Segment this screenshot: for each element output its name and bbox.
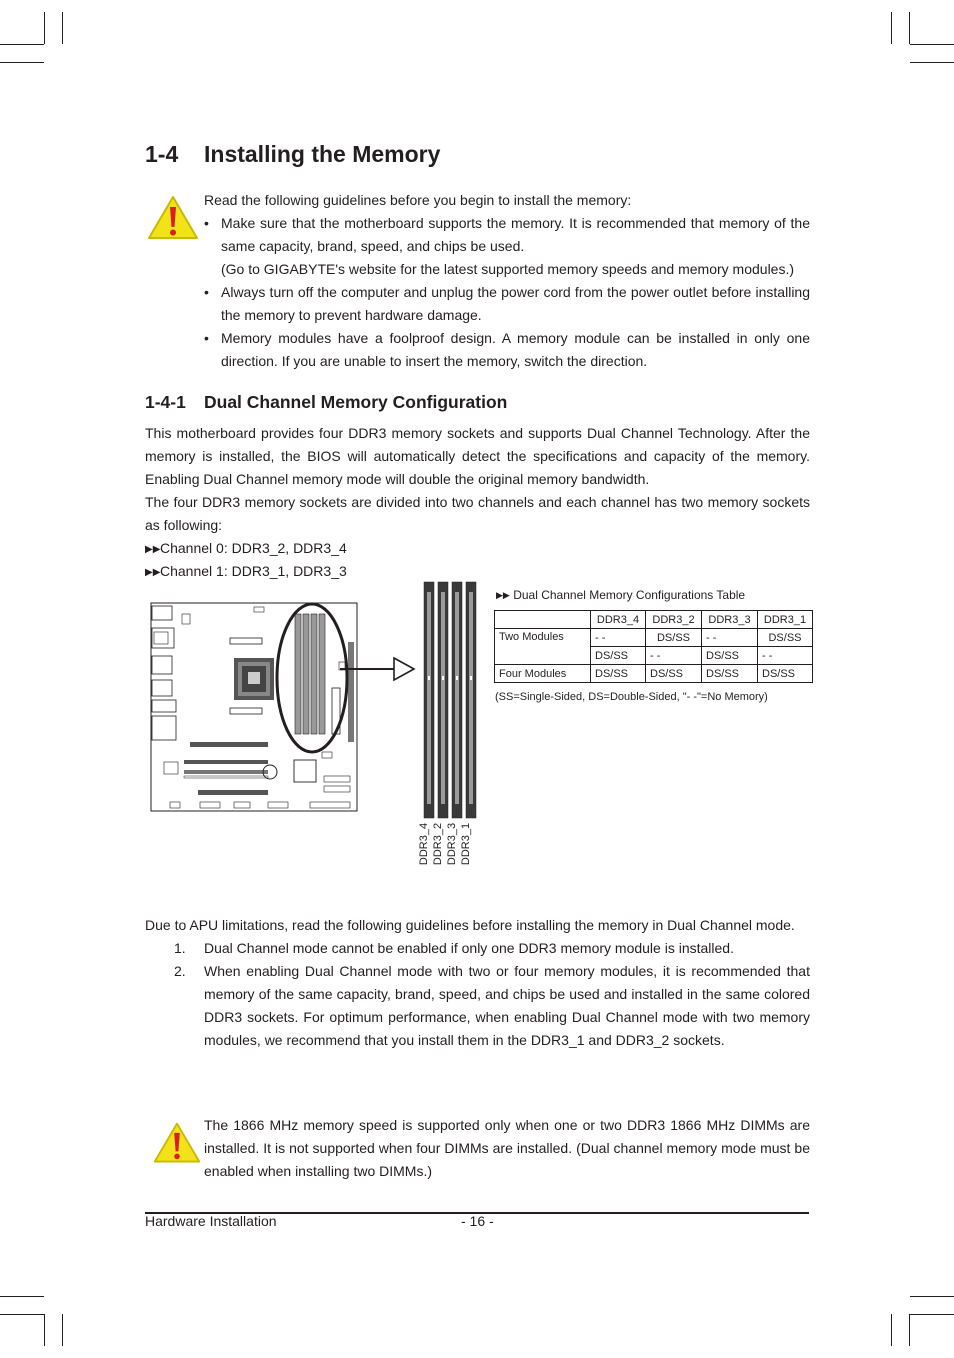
table-cell: DS/SS xyxy=(646,629,702,647)
table-cell xyxy=(495,611,591,629)
table-cell: - - xyxy=(702,629,758,647)
subsection-title-text: Dual Channel Memory Configuration xyxy=(204,392,508,412)
bullet-icon: • xyxy=(204,284,209,300)
list-item xyxy=(145,960,810,1052)
list-item xyxy=(204,327,810,373)
section-number: 1-4 xyxy=(145,141,179,167)
channel-1-text: Channel 1: DDR3_1, DDR3_3 xyxy=(160,563,347,579)
bullet-text: Make sure that the motherboard supports the memory. It is recommended that memory of the same capacity, brand, speed, and chips be used. xyxy=(221,215,810,254)
page-number: - 16 - xyxy=(461,1213,494,1229)
bullet-text: Always turn off the computer and unplug the power cord from the power outlet before installing the memory to prevent hardware damage. xyxy=(221,284,810,323)
warning-bullet-list xyxy=(204,212,810,373)
table-header-cell: DDR3_2 xyxy=(646,611,702,629)
table-title xyxy=(496,588,745,602)
table-row xyxy=(495,665,813,683)
section-title xyxy=(145,141,440,168)
warning-triangle-icon xyxy=(146,194,200,242)
section-title-text: Installing the Memory xyxy=(204,141,441,167)
table-cell: - - xyxy=(758,647,813,665)
table-note: (SS=Single-Sided, DS=Double-Sided, "- -"=No Memory) xyxy=(495,691,768,703)
footer-section-name: Hardware Installation xyxy=(145,1213,277,1229)
table-row xyxy=(495,629,813,647)
row-label-four-modules: Four Modules xyxy=(495,665,591,683)
memory-config-table xyxy=(494,610,813,683)
warning-intro: Read the following guidelines before you begin to install the memory: xyxy=(204,192,632,208)
list-number: 1. xyxy=(174,940,186,956)
table-cell: DS/SS xyxy=(591,665,646,683)
table-cell: DS/SS xyxy=(702,665,758,683)
apu-intro: Due to APU limitations, read the following guidelines before installing the memory in Dual Channel mode. xyxy=(145,917,795,933)
double-chevron-right-icon: ▶▶ xyxy=(496,590,510,600)
row-label-two-modules: Two Modules xyxy=(495,629,591,665)
pointer-arrow-icon xyxy=(340,654,416,684)
table-cell: DS/SS xyxy=(646,665,702,683)
bullet-text: Memory modules have a foolproof design. A memory module can be installed in only one direction. If you are unable to insert the memory, switch the direction. xyxy=(221,330,810,369)
double-chevron-right-icon: ▶▶ xyxy=(145,567,161,578)
table-row xyxy=(495,611,813,629)
table-header-cell: DDR3_1 xyxy=(758,611,813,629)
subsection-title xyxy=(145,392,507,413)
list-number: 2. xyxy=(174,963,186,979)
warning-triangle-icon xyxy=(152,1118,202,1168)
slot-label-ddr3-2: DDR3_2 xyxy=(432,822,445,866)
table-cell: DS/SS xyxy=(758,629,813,647)
apu-numbered-list xyxy=(145,937,810,1052)
list-text: When enabling Dual Channel mode with two or four memory modules, it is recommended that memory of the same capacity, brand, speed, and chips be used and installed in the same colored DDR3 sockets. For optimum performance, when enabling Dual Channel mode with two memory modules, we recommend that you install them in the DDR3_1 and DDR3_2 sockets. xyxy=(204,963,810,1048)
bullet-note: (Go to GIGABYTE's website for the latest supported memory speeds and memory modules.) xyxy=(221,261,795,277)
bullet-icon: • xyxy=(204,215,209,231)
channel-0-text: Channel 0: DDR3_2, DDR3_4 xyxy=(160,540,347,556)
body-paragraph-2: The four DDR3 memory sockets are divided into two channels and each channel has two memory sockets as following: xyxy=(145,494,810,533)
dimm-slots-diagram xyxy=(420,580,484,820)
slot-label-ddr3-4: DDR3_4 xyxy=(418,822,431,866)
motherboard-diagram xyxy=(150,602,360,814)
channel-0-line xyxy=(145,537,347,561)
bullet-icon: • xyxy=(204,330,209,346)
list-text: Dual Channel mode cannot be enabled if only one DDR3 memory module is installed. xyxy=(204,940,734,956)
table-header-cell: DDR3_4 xyxy=(591,611,646,629)
subsection-number: 1-4-1 xyxy=(145,392,186,412)
table-cell: - - xyxy=(591,629,646,647)
body-paragraph-1: This motherboard provides four DDR3 memory sockets and supports Dual Channel Technology. After the memory is installed, the BIOS will automatically detect the specifications and capacity of the memory. Enabling Dual Channel memory mode will double the original memory bandwidth. xyxy=(145,425,810,487)
list-item xyxy=(145,937,810,960)
table-title-text: Dual Channel Memory Configurations Table xyxy=(513,588,746,602)
table-header-cell: DDR3_3 xyxy=(702,611,758,629)
slot-labels xyxy=(418,824,488,864)
slot-label-ddr3-1: DDR3_1 xyxy=(460,822,473,866)
channel-1-line xyxy=(145,560,347,584)
double-chevron-right-icon: ▶▶ xyxy=(145,544,161,555)
list-item xyxy=(204,281,810,327)
table-cell: DS/SS xyxy=(758,665,813,683)
table-cell: - - xyxy=(646,647,702,665)
list-item xyxy=(204,212,810,281)
table-cell: DS/SS xyxy=(702,647,758,665)
speed-warning-text: The 1866 MHz memory speed is supported only when one or two DDR3 1866 MHz DIMMs are installed. It is not supported when four DIMMs are installed. (Dual channel memory mode must be enabled when installing two DIMMs.) xyxy=(204,1117,810,1179)
slot-label-ddr3-3: DDR3_3 xyxy=(446,822,459,866)
table-cell: DS/SS xyxy=(591,647,646,665)
